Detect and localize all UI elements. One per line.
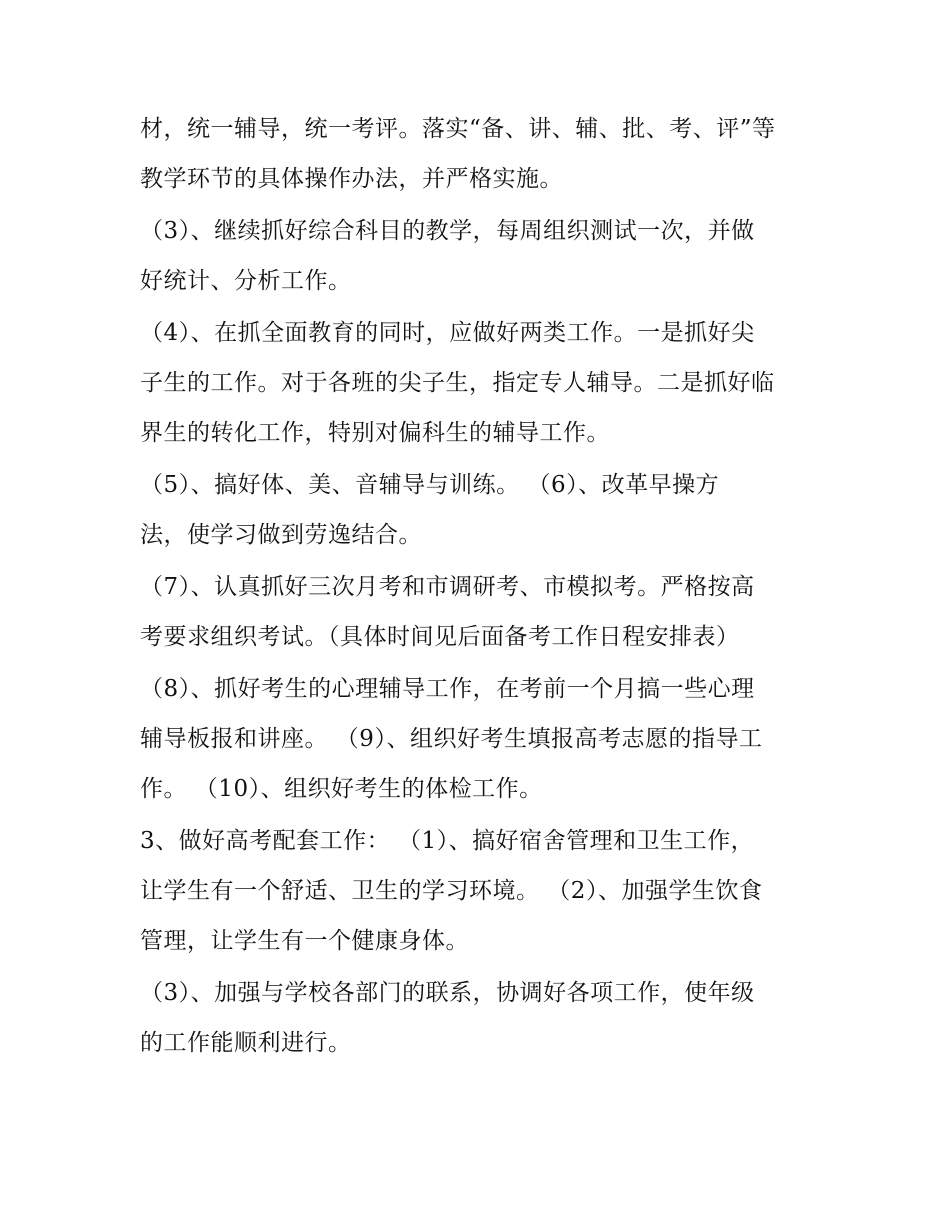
paragraph-section-3-item-3 <box>140 968 820 1068</box>
text-line: 子生的工作。对于各班的尖子生，指定专人辅导。二是抓好临 <box>140 370 775 396</box>
text-line: 法，使学习做到劳逸结合。 <box>140 522 422 548</box>
text-line: （3）、加强与学校各部门的联系，协调好各项工作，使年级 <box>140 980 755 1006</box>
text-line: 3、做好高考配套工作： （1）、搞好宿舍管理和卫生工作， <box>140 828 755 854</box>
text-line: （8）、抓好考生的心理辅导工作，在考前一个月搞一些心理 <box>140 676 755 702</box>
paragraph-teaching-steps <box>140 104 820 204</box>
paragraph-section-3 <box>140 816 820 966</box>
paragraph-item-7 <box>140 562 820 662</box>
text-line: （5）、搞好体、美、音辅导与训练。 （6）、改革早操方 <box>140 472 720 498</box>
text-line: 好统计、分析工作。 <box>140 268 352 294</box>
paragraph-item-8-10 <box>140 664 820 814</box>
paragraph-item-4 <box>140 308 820 458</box>
text-line: 材，统一辅导，统一考评。落实“备、讲、辅、批、考、评”等 <box>140 116 776 142</box>
text-line: 让学生有一个舒适、卫生的学习环境。 （2）、加强学生饮食 <box>140 878 763 904</box>
text-line: 教学环节的具体操作办法，并严格实施。 <box>140 166 563 192</box>
text-line: （3）、继续抓好综合科目的教学，每周组织测试一次，并做 <box>140 218 755 244</box>
text-line: 考要求组织考试。（具体时间见后面备考工作日程安排表） <box>140 624 740 650</box>
document-body <box>140 104 820 1070</box>
text-line: 的工作能顺利进行。 <box>140 1030 352 1056</box>
text-line: （7）、认真抓好三次月考和市调研考、市模拟考。严格按高 <box>140 574 755 600</box>
text-line: 管理，让学生有一个健康身体。 <box>140 928 469 954</box>
text-line: 辅导板报和讲座。 （9）、组织好考生填报高考志愿的指导工 <box>140 726 763 752</box>
paragraph-item-3 <box>140 206 820 306</box>
paragraph-item-5-6 <box>140 460 820 560</box>
text-line: 作。 （10）、组织好考生的体检工作。 <box>140 776 543 802</box>
text-line: 界生的转化工作，特别对偏科生的辅导工作。 <box>140 420 610 446</box>
text-line: （4）、在抓全面教育的同时，应做好两类工作。一是抓好尖 <box>140 320 755 346</box>
